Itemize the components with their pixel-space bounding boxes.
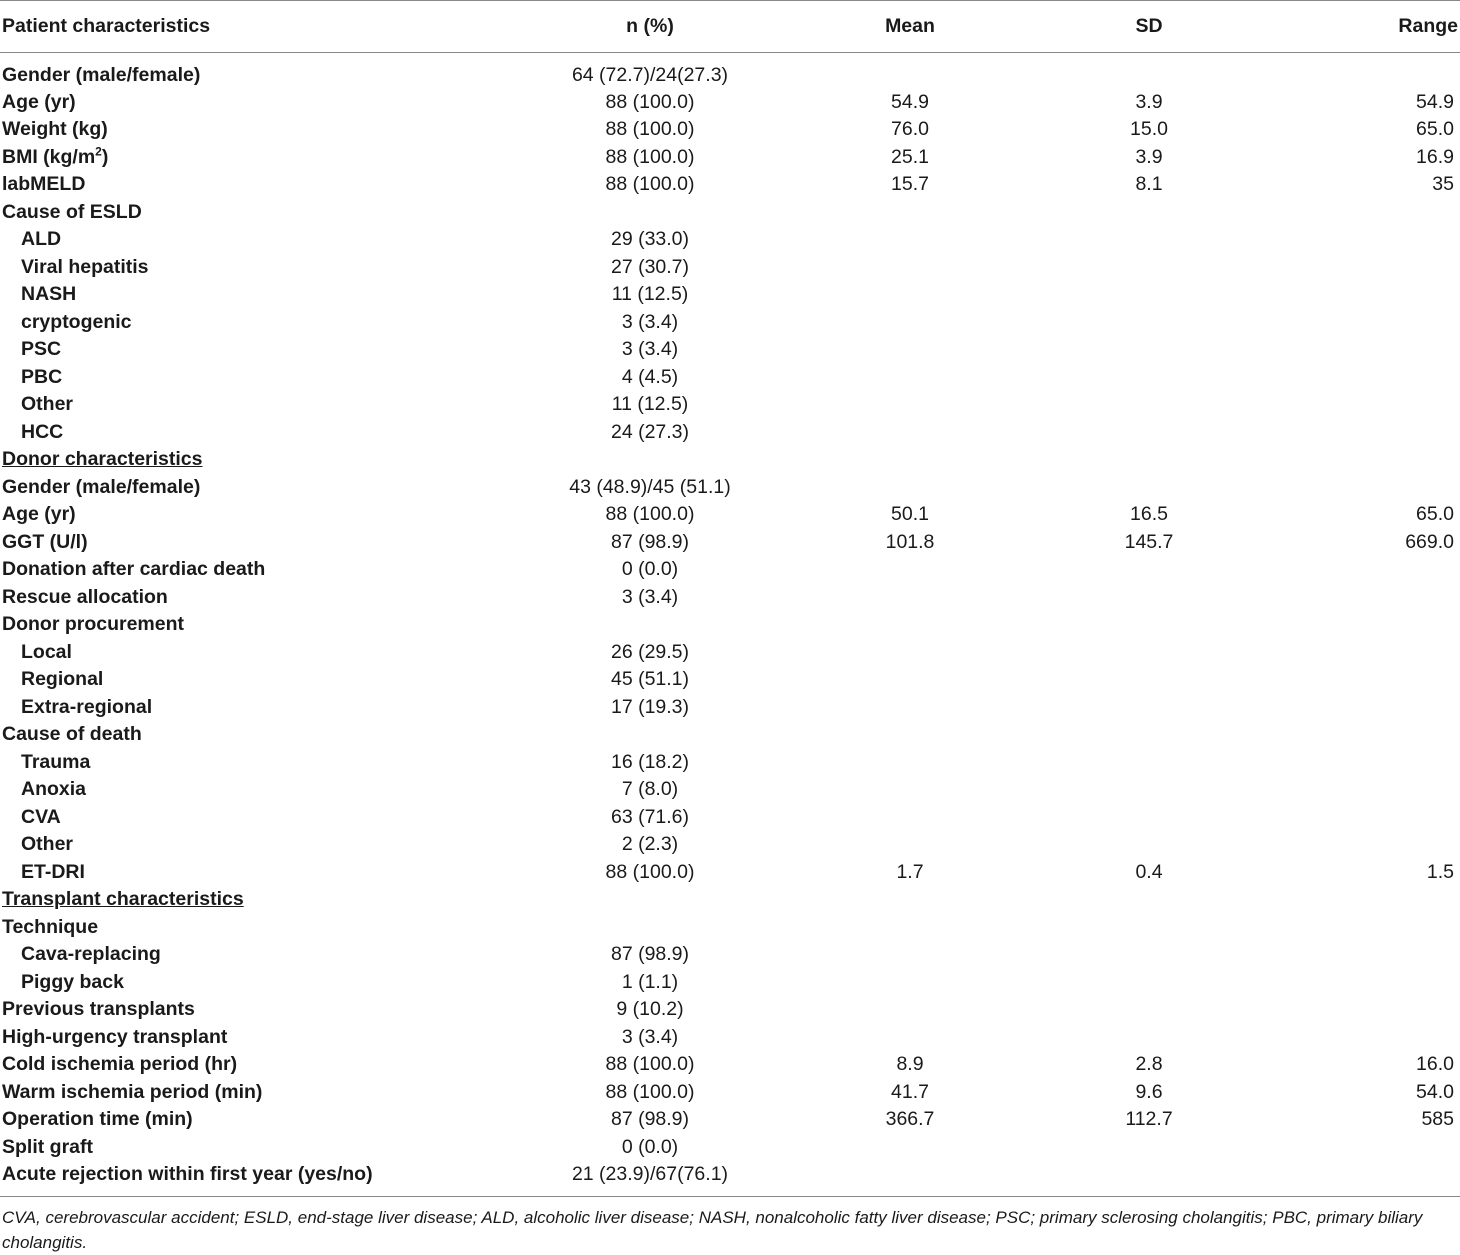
row-label-text: Cold ischemia period (hr) — [2, 1053, 238, 1076]
row-label-text: NASH — [21, 283, 77, 306]
cell-sd — [1040, 1024, 1258, 1052]
cell-mean — [780, 694, 1040, 722]
row-label — [0, 749, 520, 777]
cell-mean: 1.7 — [896, 860, 924, 883]
table-row — [0, 1079, 1460, 1107]
cell-sd — [1040, 419, 1258, 447]
row-label — [0, 1079, 520, 1107]
cell-n-percent: 88 (100.0) — [605, 1080, 695, 1103]
row-label — [0, 859, 520, 887]
cell-mean — [780, 804, 1040, 832]
row-label-text: Viral hepatitis — [21, 255, 149, 278]
cell-sd — [1040, 804, 1258, 832]
cell-n-percent: 88 (100.0) — [605, 1053, 695, 1076]
cell-mean — [780, 364, 1040, 392]
cell-range: 16.0 — [1416, 1053, 1454, 1076]
cell-range — [1258, 886, 1460, 914]
cell-sd: 16.5 — [1130, 503, 1168, 526]
table-row — [0, 364, 1460, 392]
cell-n-percent: 87 (98.9) — [610, 943, 690, 966]
cell-sd — [1040, 941, 1258, 969]
row-label-text: Extra-regional — [21, 695, 153, 718]
cell-n-percent: 45 (51.1) — [610, 668, 690, 691]
row-label-text: Age (yr) — [2, 503, 76, 526]
cell-n-percent: 1 (1.1) — [621, 970, 679, 993]
cell-sd — [1040, 1161, 1258, 1196]
cell-mean: 366.7 — [885, 1108, 935, 1131]
row-label-text: Weight (kg) — [2, 118, 108, 141]
cell-range — [1258, 336, 1460, 364]
cell-sd — [1040, 886, 1258, 914]
cell-mean — [780, 309, 1040, 337]
cell-range — [1258, 281, 1460, 309]
cell-range: 1.5 — [1426, 860, 1454, 883]
cell-mean — [780, 969, 1040, 997]
cell-sd — [1040, 474, 1258, 502]
cell-mean: 101.8 — [885, 530, 935, 553]
cell-range: 35 — [1432, 173, 1454, 196]
table-row — [0, 694, 1460, 722]
table-footnote: CVA, cerebrovascular accident; ESLD, end-stage liver disease; ALD, alcoholic liver disease; NASH, nonalcoholic fatty liver disease; PSC; primary sclerosing cholangitis; PBC, primary biliary cholangitis. — [2, 1208, 1423, 1252]
row-label — [0, 1051, 520, 1079]
cell-n-percent: 26 (29.5) — [610, 640, 690, 663]
cell-n-percent — [520, 199, 780, 227]
cell-range — [1258, 969, 1460, 997]
cell-sd — [1040, 446, 1258, 474]
row-label — [0, 391, 520, 419]
cell-mean — [780, 556, 1040, 584]
table-row — [0, 89, 1460, 117]
cell-n-percent: 88 (100.0) — [605, 860, 695, 883]
cell-sd — [1040, 1134, 1258, 1162]
row-label-text: Age (yr) — [2, 90, 76, 113]
header-characteristics: Patient characteristics — [2, 15, 211, 37]
table-row — [0, 721, 1460, 749]
row-label-text: ALD — [21, 228, 62, 251]
cell-sd — [1040, 391, 1258, 419]
cell-sd: 2.8 — [1135, 1053, 1163, 1076]
cell-sd — [1040, 914, 1258, 942]
header-row — [0, 1, 1460, 53]
row-label-superscript: 2 — [95, 144, 102, 159]
row-label — [0, 226, 520, 254]
row-label — [0, 281, 520, 309]
cell-mean: 8.9 — [896, 1053, 924, 1076]
row-label-text: HCC — [21, 420, 64, 443]
row-label-text: Other — [21, 833, 74, 856]
cell-n-percent: 87 (98.9) — [610, 1108, 690, 1131]
table-row — [0, 776, 1460, 804]
cell-sd — [1040, 831, 1258, 859]
table-row — [0, 666, 1460, 694]
cell-range: 65.0 — [1416, 503, 1454, 526]
table-row — [0, 529, 1460, 557]
cell-range — [1258, 749, 1460, 777]
cell-n-percent: 3 (3.4) — [621, 1025, 679, 1048]
row-label-text: Piggy back — [21, 970, 124, 993]
cell-range — [1258, 226, 1460, 254]
row-label-text: Technique — [2, 915, 99, 938]
cell-sd — [1040, 611, 1258, 639]
cell-range: 54.0 — [1416, 1080, 1454, 1103]
cell-range — [1258, 309, 1460, 337]
cell-mean — [780, 391, 1040, 419]
row-label-text: Transplant characteristics — [2, 888, 244, 911]
cell-sd: 9.6 — [1135, 1080, 1163, 1103]
cell-n-percent: 27 (30.7) — [610, 255, 690, 278]
cell-sd — [1040, 584, 1258, 612]
cell-range — [1258, 53, 1460, 89]
cell-sd — [1040, 666, 1258, 694]
cell-range — [1258, 941, 1460, 969]
cell-range — [1258, 364, 1460, 392]
cell-n-percent — [520, 886, 780, 914]
table-row — [0, 226, 1460, 254]
cell-n-percent: 88 (100.0) — [605, 118, 695, 141]
cell-n-percent: 29 (33.0) — [610, 228, 690, 251]
cell-range — [1258, 831, 1460, 859]
cell-mean — [780, 941, 1040, 969]
cell-mean: 25.1 — [891, 145, 929, 168]
cell-sd: 3.9 — [1135, 90, 1163, 113]
cell-mean — [780, 639, 1040, 667]
row-label — [0, 666, 520, 694]
table-row — [0, 804, 1460, 832]
cell-n-percent: 88 (100.0) — [605, 90, 695, 113]
cell-n-percent: 88 (100.0) — [605, 173, 695, 196]
section-row — [0, 446, 1460, 474]
table-row — [0, 831, 1460, 859]
cell-n-percent — [520, 611, 780, 639]
cell-range — [1258, 419, 1460, 447]
cell-mean — [780, 721, 1040, 749]
cell-n-percent: 0 (0.0) — [621, 558, 679, 581]
table-row — [0, 144, 1460, 172]
header-n-percent: n (%) — [626, 15, 674, 37]
row-label-suffix: ) — [101, 145, 109, 168]
cell-n-percent: 11 (12.5) — [611, 283, 689, 306]
cell-range — [1258, 611, 1460, 639]
row-label — [0, 501, 520, 529]
table-row — [0, 1161, 1460, 1196]
row-label — [0, 53, 520, 89]
cell-n-percent: 17 (19.3) — [610, 695, 690, 718]
cell-sd — [1040, 254, 1258, 282]
cell-mean — [780, 886, 1040, 914]
table-row — [0, 53, 1460, 89]
cell-n-percent: 43 (48.9)/45 (51.1) — [569, 475, 731, 498]
cell-range: 16.9 — [1416, 145, 1454, 168]
row-label-text: ET-DRI — [21, 860, 85, 883]
cell-mean — [780, 666, 1040, 694]
table-row — [0, 969, 1460, 997]
cell-sd — [1040, 694, 1258, 722]
table-row — [0, 859, 1460, 887]
row-label-text: Rescue allocation — [2, 585, 168, 608]
row-label-text: Donation after cardiac death — [2, 558, 266, 581]
cell-mean — [780, 226, 1040, 254]
cell-mean: 41.7 — [891, 1080, 929, 1103]
cell-range — [1258, 1024, 1460, 1052]
cell-range — [1258, 776, 1460, 804]
cell-n-percent: 24 (27.3) — [610, 420, 690, 443]
cell-range — [1258, 804, 1460, 832]
cell-n-percent: 0 (0.0) — [621, 1135, 679, 1158]
table-row — [0, 1106, 1460, 1134]
row-label-text: Gender (male/female) — [2, 475, 201, 498]
cell-n-percent: 3 (3.4) — [621, 585, 679, 608]
table-row — [0, 1024, 1460, 1052]
row-label-text: Donor characteristics — [2, 448, 203, 471]
cell-range — [1258, 721, 1460, 749]
row-label — [0, 1161, 520, 1196]
cell-n-percent: 16 (18.2) — [610, 750, 690, 773]
cell-n-percent: 3 (3.4) — [621, 310, 679, 333]
cell-n-percent: 11 (12.5) — [611, 393, 689, 416]
row-label-text: Previous transplants — [2, 998, 195, 1021]
cell-mean: 54.9 — [891, 90, 929, 113]
table-row — [0, 941, 1460, 969]
cell-mean — [780, 419, 1040, 447]
section-heading — [0, 446, 520, 474]
row-label-text: Operation time (min) — [2, 1108, 193, 1131]
header-range: Range — [1398, 15, 1458, 37]
cell-sd — [1040, 309, 1258, 337]
cell-range — [1258, 666, 1460, 694]
cell-n-percent: 64 (72.7)/24(27.3) — [571, 64, 729, 87]
cell-range — [1258, 914, 1460, 942]
cell-mean — [780, 1134, 1040, 1162]
cell-mean — [780, 474, 1040, 502]
cell-mean — [780, 1161, 1040, 1196]
cell-sd — [1040, 53, 1258, 89]
row-label — [0, 996, 520, 1024]
table-row — [0, 584, 1460, 612]
row-label-text: Trauma — [21, 750, 91, 773]
cell-range — [1258, 199, 1460, 227]
row-label — [0, 199, 520, 227]
header-mean: Mean — [885, 15, 935, 37]
cell-n-percent: 4 (4.5) — [621, 365, 679, 388]
table-header — [0, 1, 1460, 53]
row-label — [0, 419, 520, 447]
cell-sd — [1040, 996, 1258, 1024]
row-label — [0, 639, 520, 667]
cell-n-percent: 2 (2.3) — [621, 833, 679, 856]
row-label-text: Gender (male/female) — [2, 64, 201, 87]
cell-n-percent: 63 (71.6) — [610, 805, 690, 828]
row-label — [0, 116, 520, 144]
cell-mean — [780, 749, 1040, 777]
cell-range: 54.9 — [1416, 90, 1454, 113]
row-label-text: cryptogenic — [21, 310, 132, 333]
cell-mean — [780, 281, 1040, 309]
cell-sd — [1040, 776, 1258, 804]
cell-range — [1258, 996, 1460, 1024]
cell-sd — [1040, 721, 1258, 749]
cell-mean — [780, 776, 1040, 804]
row-label-text: PBC — [21, 365, 63, 388]
row-label-text: GGT (U/l) — [2, 530, 88, 553]
cell-sd — [1040, 556, 1258, 584]
row-label — [0, 89, 520, 117]
cell-sd — [1040, 336, 1258, 364]
table-row — [0, 171, 1460, 199]
table-row — [0, 281, 1460, 309]
cell-range: 65.0 — [1416, 118, 1454, 141]
row-label-text: BMI (kg/m — [2, 145, 96, 168]
cell-mean — [780, 831, 1040, 859]
cell-mean — [780, 254, 1040, 282]
row-label-text: Other — [21, 393, 74, 416]
cell-n-percent: 88 (100.0) — [605, 145, 695, 168]
table-row — [0, 611, 1460, 639]
cell-n-percent: 7 (8.0) — [621, 778, 679, 801]
cell-n-percent: 21 (23.9)/67(76.1) — [571, 1162, 729, 1185]
cell-sd — [1040, 199, 1258, 227]
cell-sd: 3.9 — [1135, 145, 1163, 168]
cell-sd — [1040, 226, 1258, 254]
header-sd: SD — [1135, 15, 1163, 37]
cell-mean — [780, 53, 1040, 89]
row-label — [0, 309, 520, 337]
cell-sd — [1040, 281, 1258, 309]
table-row — [0, 116, 1460, 144]
row-label-text: Cause of death — [2, 723, 142, 746]
row-label-text: Donor procurement — [2, 613, 185, 636]
cell-mean: 15.7 — [891, 173, 929, 196]
row-label — [0, 1106, 520, 1134]
row-label — [0, 969, 520, 997]
row-label-text: Local — [21, 640, 72, 663]
section-heading — [0, 886, 520, 914]
row-label — [0, 364, 520, 392]
row-label — [0, 556, 520, 584]
row-label — [0, 584, 520, 612]
cell-n-percent — [520, 446, 780, 474]
cell-range — [1258, 639, 1460, 667]
cell-range — [1258, 1134, 1460, 1162]
row-label-text: Split graft — [2, 1135, 93, 1158]
cell-sd — [1040, 364, 1258, 392]
cell-n-percent: 87 (98.9) — [610, 530, 690, 553]
table-row — [0, 1134, 1460, 1162]
cell-mean — [780, 996, 1040, 1024]
row-label — [0, 721, 520, 749]
cell-sd: 145.7 — [1124, 530, 1174, 553]
table-row — [0, 639, 1460, 667]
cell-sd — [1040, 969, 1258, 997]
table-row — [0, 336, 1460, 364]
cell-range — [1258, 446, 1460, 474]
cell-mean — [780, 199, 1040, 227]
cell-range: 585 — [1421, 1108, 1454, 1131]
table-row — [0, 501, 1460, 529]
cell-mean — [780, 611, 1040, 639]
cell-sd: 112.7 — [1125, 1108, 1173, 1131]
row-label — [0, 804, 520, 832]
table-row — [0, 391, 1460, 419]
row-label-text: Cause of ESLD — [2, 200, 142, 223]
row-label — [0, 1024, 520, 1052]
row-label — [0, 831, 520, 859]
row-label — [0, 694, 520, 722]
row-label-text: labMELD — [2, 173, 86, 196]
cell-sd: 8.1 — [1135, 173, 1163, 196]
cell-mean: 50.1 — [891, 503, 929, 526]
row-label — [0, 336, 520, 364]
cell-mean — [780, 914, 1040, 942]
row-label-text: CVA — [21, 805, 61, 828]
row-label — [0, 1134, 520, 1162]
row-label-text: Warm ischemia period (min) — [2, 1080, 263, 1103]
row-label-text: Acute rejection within first year (yes/no) — [2, 1162, 373, 1185]
row-label — [0, 776, 520, 804]
row-label — [0, 529, 520, 557]
cell-range — [1258, 254, 1460, 282]
cell-mean: 76.0 — [891, 118, 929, 141]
cell-mean — [780, 446, 1040, 474]
row-label-text: Cava-replacing — [21, 943, 161, 966]
row-label — [0, 941, 520, 969]
table-row — [0, 556, 1460, 584]
row-label-text: High-urgency transplant — [2, 1025, 228, 1048]
row-label — [0, 474, 520, 502]
table-body — [0, 53, 1460, 1197]
row-label — [0, 611, 520, 639]
row-label — [0, 171, 520, 199]
table-row — [0, 254, 1460, 282]
section-row — [0, 886, 1460, 914]
cell-n-percent — [520, 721, 780, 749]
cell-sd — [1040, 639, 1258, 667]
table-row — [0, 419, 1460, 447]
cell-range — [1258, 694, 1460, 722]
cell-n-percent: 9 (10.2) — [616, 998, 684, 1021]
cell-sd: 15.0 — [1130, 118, 1168, 141]
cell-range — [1258, 474, 1460, 502]
row-label-text: PSC — [21, 338, 62, 361]
cell-mean — [780, 336, 1040, 364]
cell-mean — [780, 1024, 1040, 1052]
cell-range — [1258, 584, 1460, 612]
row-label-text: Regional — [21, 668, 104, 691]
cell-sd: 0.4 — [1135, 860, 1163, 883]
row-label-text: Anoxia — [21, 778, 87, 801]
cell-n-percent — [520, 914, 780, 942]
table-row — [0, 309, 1460, 337]
table-row — [0, 1051, 1460, 1079]
row-label — [0, 144, 520, 172]
table-row — [0, 749, 1460, 777]
cell-mean — [780, 584, 1040, 612]
cell-range — [1258, 391, 1460, 419]
row-label — [0, 254, 520, 282]
cell-sd — [1040, 749, 1258, 777]
table-row — [0, 914, 1460, 942]
table-row — [0, 199, 1460, 227]
row-label — [0, 914, 520, 942]
cell-range — [1258, 1161, 1460, 1196]
cell-n-percent: 88 (100.0) — [605, 503, 695, 526]
cell-range: 669.0 — [1405, 530, 1454, 553]
cell-n-percent: 3 (3.4) — [621, 338, 679, 361]
table-row — [0, 474, 1460, 502]
table-row — [0, 996, 1460, 1024]
cell-range — [1258, 556, 1460, 584]
